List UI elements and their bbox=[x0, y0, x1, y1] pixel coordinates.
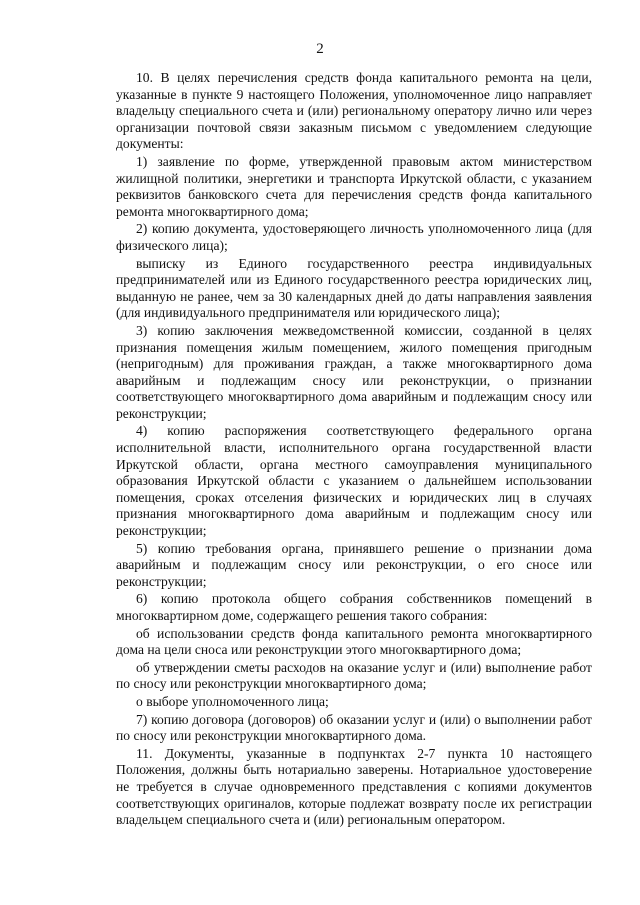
paragraph-10-item-7: 7) копию договора (договоров) об оказании услуг и (или) о выполнении работ по сносу или реконструкции многоквартирного дома. bbox=[116, 711, 592, 744]
paragraph-10-item-2: 2) копию документа, удостоверяющего личность уполномоченного лица (для физического лица); bbox=[116, 221, 592, 253]
paragraph-10-item-6-decision-b: об утверждении сметы расходов на оказание услуг и (или) выполнение работ по сносу или реконструкции многоквартирного дома; bbox=[116, 659, 592, 692]
paragraph-10-item-5: 5) копию требования органа, принявшего решение о признании дома аварийным и подлежащим сносу или реконструкции, о его сносе или реконструкции; bbox=[116, 540, 592, 589]
document-body bbox=[116, 70, 592, 830]
paragraph-10-item-1: 1) заявление по форме, утвержденной правовым актом министерством жилищной политики, энергетики и транспорта Иркутской области, с указанием реквизитов банковского счета для перечисления средств фонда капитального ремонта многоквартирного дома; bbox=[116, 153, 592, 219]
page-number: 2 bbox=[316, 41, 324, 57]
paragraph-10-item-4: 4) копию распоряжения соответствующего федерального органа исполнительной власти, исполнительного органа государственной власти Иркутской области, органа местного самоуправления муниципального образования Иркутской области с указанием о дальнейшем использовании помещения, сроках отселения физических и юридических лиц в случаях признания многоквартирного дома аварийным и подлежащим сносу или реконструкции; bbox=[116, 423, 592, 539]
paragraph-10-item-3: 3) копию заключения межведомственной комиссии, созданной в целях признания помещения жилым помещением, жилого помещения пригодным (непригодным) для проживания граждан, а также многоквартирного дома аварийным и подлежащим сносу или реконструкции, о признании соответствующего многоквартирного дома аварийным и подлежащим сносу или реконструкции; bbox=[116, 322, 592, 421]
paragraph-10-item-6-decision-c: о выборе уполномоченного лица; bbox=[136, 693, 329, 709]
paragraph-10: 10. В целях перечисления средств фонда капитального ремонта на цели, указанные в пункте 9 настоящего Положения, уполномоченное лицо направляет владельцу специального счета и (или) региональному оператору лично или через организации почтовой связи заказным письмом с уведомлением следующие документы: bbox=[116, 70, 592, 152]
paragraph-10-item-2-extract: выписку из Единого государственного реестра индивидуальных предпринимателей или из Единого государственного реестра юридических лиц, выданную не ранее, чем за 30 календарных дней до даты направления заявления (для индивидуального предпринимателя или юридического лица); bbox=[116, 255, 592, 321]
paragraph-11: 11. Документы, указанные в подпунктах 2-7 пункта 10 настоящего Положения, должны быть нотариально заверены. Нотариальное удостоверение не требуется в случае одновременного представления с копиями документов соответствующих оригиналов, которые подлежат возврату после их регистрации владельцем специального счета и (или) региональным оператором. bbox=[116, 745, 592, 828]
paragraph-10-item-6: 6) копию протокола общего собрания собственников помещений в многоквартирном доме, содержащего решения такого собрания: bbox=[116, 591, 592, 623]
paragraph-10-item-6-decision-a: об использовании средств фонда капитального ремонта многоквартирного дома на цели сноса или реконструкции этого многоквартирного дома; bbox=[116, 625, 592, 658]
